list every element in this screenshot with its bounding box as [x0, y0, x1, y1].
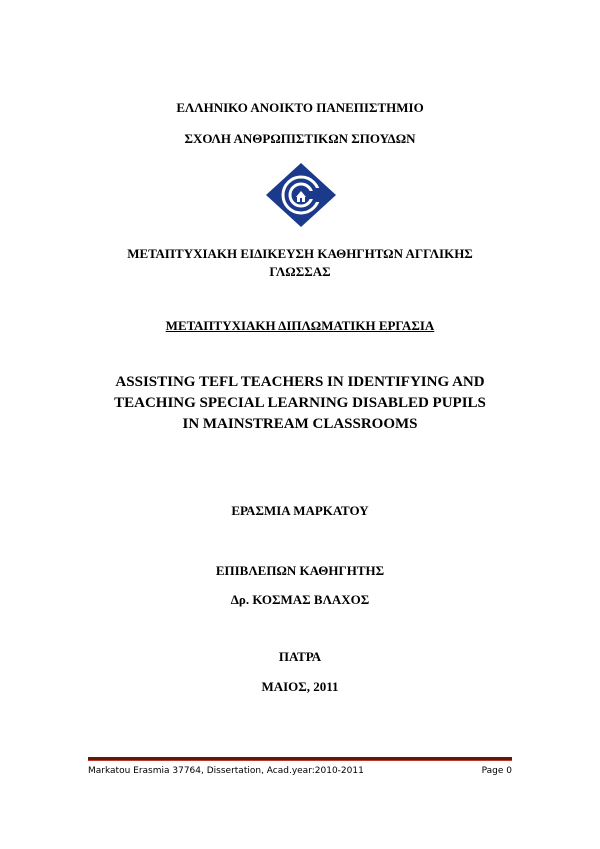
title-line-1: ASSISTING TEFL TEACHERS IN IDENTIFYING AND [115, 374, 485, 390]
program-line-2: ΓΛΩΣΣΑΣ [269, 264, 331, 279]
page-number: Page 0 [481, 766, 512, 776]
place: ΠΑΤΡΑ [278, 649, 322, 664]
footer-rule-accent [88, 760, 512, 761]
university-name: ΕΛΛΗΝΙΚΟ ΑΝΟΙΚΤΟ ΠΑΝΕΠΙΣΤΗΜΙΟ [176, 100, 424, 115]
program-line-1: ΜΕΤΑΠΤΥΧΙΑΚΗ ΕΙΔΙΚΕΥΣΗ ΚΑΘΗΓΗΤΩΝ ΑΓΓΛΙΚΗΣ [127, 246, 473, 261]
supervisor-label: ΕΠΙΒΛΕΠΩΝ ΚΑΘΗΓΗΤΗΣ [215, 563, 385, 578]
date: ΜΑΙΟΣ, 2011 [261, 679, 339, 694]
author-name: ΕΡΑΣΜΙΑ ΜΑΡΚΑΤΟΥ [231, 503, 369, 518]
supervisor-name: Δρ. ΚΟΣΜΑΣ ΒΛΑΧΟΣ [230, 592, 370, 607]
school-name: ΣΧΟΛΗ ΑΝΘΡΩΠΙΣΤΙΚΩΝ ΣΠΟΥΔΩΝ [184, 131, 416, 146]
title-line-2: TEACHING SPECIAL LEARNING DISABLED PUPILS [114, 395, 486, 411]
university-emblem-icon [263, 160, 339, 230]
footer-citation: Markatou Erasmia 37764, Dissertation, Acad.year:2010-2011 [88, 766, 364, 776]
title-line-3: IN MAINSTREAM CLASSROOMS [182, 416, 418, 432]
thesis-type: ΜΕΤΑΠΤΥΧΙΑΚΗ ΔΙΠΛΩΜΑΤΙΚΗ ΕΡΓΑΣΙΑ [165, 318, 435, 333]
